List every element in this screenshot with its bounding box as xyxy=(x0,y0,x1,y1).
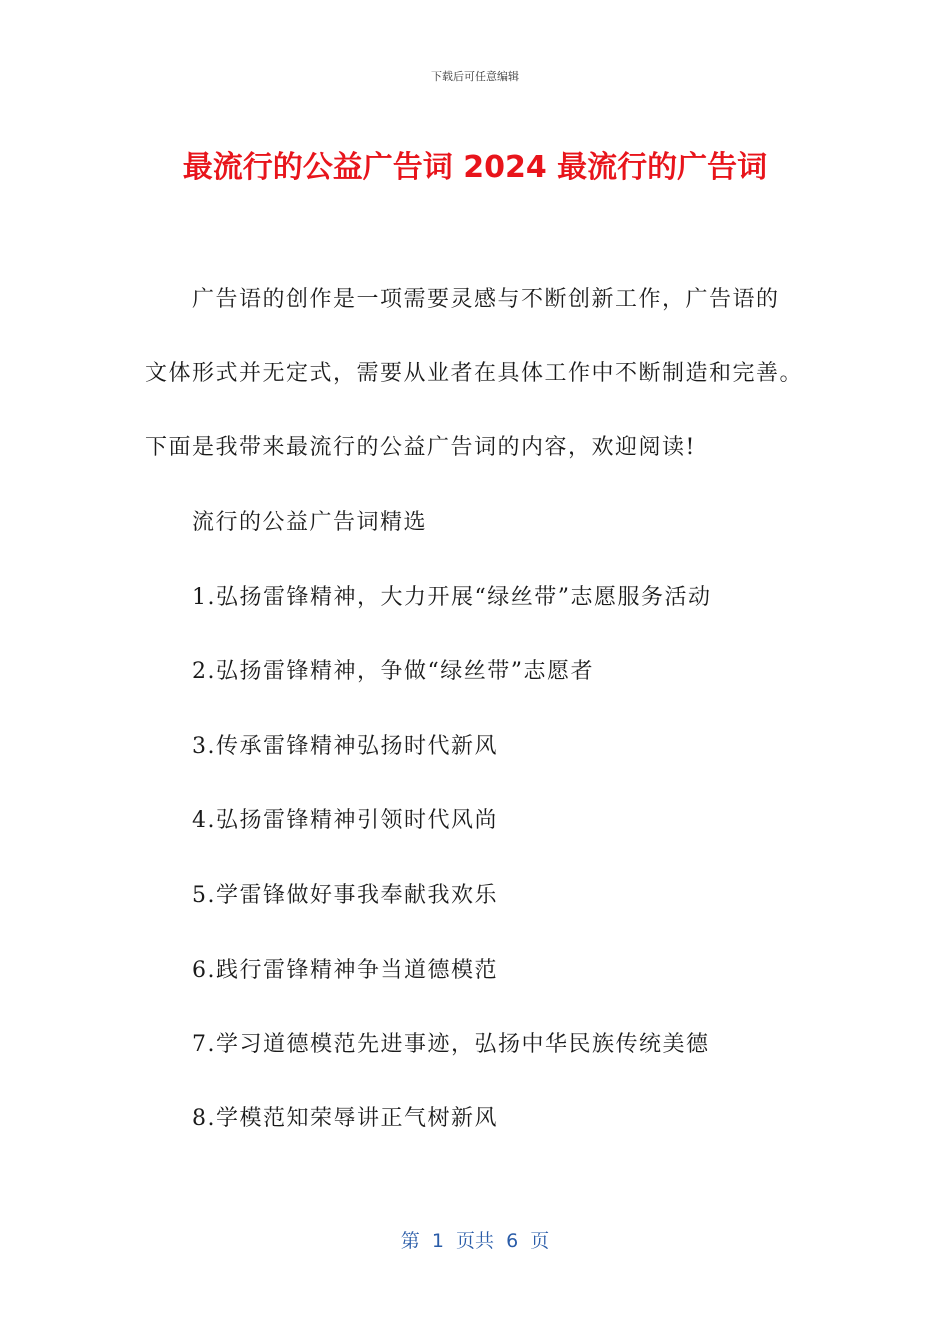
page-number-footer: 第 1 页共 6 页 xyxy=(400,1230,550,1252)
intro-line-2: 文体形式并无定式，需要从业者在具体工作中不断制造和完善。 xyxy=(145,361,804,386)
list-item: 2.弘扬雷锋精神，争做“绿丝带”志愿者 xyxy=(192,659,594,684)
list-item: 1.弘扬雷锋精神，大力开展“绿丝带”志愿服务活动 xyxy=(192,585,712,610)
list-item: 4.弘扬雷锋精神引领时代风尚 xyxy=(192,808,498,833)
list-item: 6.践行雷锋精神争当道德模范 xyxy=(192,958,498,983)
intro-line-3: 下面是我带来最流行的公益广告词的内容，欢迎阅读! xyxy=(145,435,696,460)
list-item: 8.学模范知荣辱讲正气树新风 xyxy=(192,1106,498,1131)
list-item: 5.学雷锋做好事我奉献我欢乐 xyxy=(192,883,498,908)
section-heading: 流行的公益广告词精选 xyxy=(192,510,428,535)
document-title: 最流行的公益广告词 2024 最流行的广告词 xyxy=(182,150,768,185)
intro-line-1: 广告语的创作是一项需要灵感与不断创新工作，广告语的 xyxy=(192,287,780,312)
header-note: 下载后可任意编辑 xyxy=(431,70,519,83)
list-item: 7.学习道德模范先进事迹，弘扬中华民族传统美德 xyxy=(192,1032,710,1057)
list-item: 3.传承雷锋精神弘扬时代新风 xyxy=(192,734,498,759)
